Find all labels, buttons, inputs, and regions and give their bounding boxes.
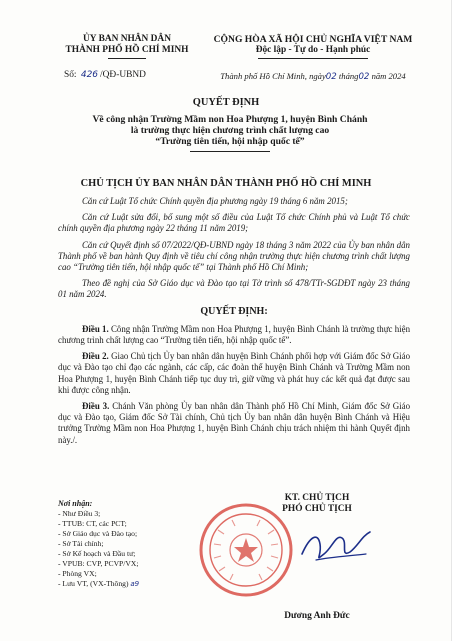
article-text: Giao Chủ tịch Ủy ban nhân dân huyện Bình Chánh phối hợp với Giám đốc Sở Giáo dục và Đào tạo chỉ đạo các ngành, các cấp, các đoàn thể huyện Bình Chánh và Trường Mầm non Hoa Phượng 1, huyện Bình Chánh tiếp tục duy trì, giữ vững và phát huy các kết quả đạt được sau khi được công nhận. [58,351,411,395]
place-and-date [206,71,420,82]
article-label: Điều 1. [82,323,109,334]
subject-divider [190,151,270,152]
article-label: Điều 2. [82,351,109,362]
national-heading [206,34,420,59]
basis-paragraph: Theo đề nghị của Sở Giáo dục và Đào tạo tại Tờ trình số 478/TTr-SGDĐT ngày 23 tháng 01 năm 2024. [58,278,410,300]
article-1 [58,324,410,346]
issuing-agency [52,34,202,59]
article-text: Công nhận Trường Mầm non Hoa Phượng 1, huyện Bình Chánh là trường thực hiện chương trình chất lượng cao “Trường tiên tiến, hội nhập quốc tế”. [58,323,411,346]
document-body [58,196,410,451]
basis-paragraph: Căn cứ Luật sửa đổi, bổ sung một số điều của Luật Tổ chức Chính phủ và Luật Tổ chức chính quyền địa phương ngày 22 tháng 11 năm 2019; [58,212,410,234]
document-number [64,70,146,80]
subject-line-1: Về công nhận Trường Mầm non Hoa Phượng 1, huyện Bình Chánh [92,114,368,125]
date-month: 02 [358,72,370,82]
recipient-archive: - Lưu VT, (VX-Thông) [58,579,129,588]
doc-number-prefix: Số: [64,70,77,80]
recipient-item: - Sở Tài chính; [58,539,104,548]
document-subject [80,114,380,147]
nation-name: CỘNG HÒA XÃ HỘI CHỦ NGHĨA VIỆT NAM [213,34,413,45]
subject-line-3: “Trường tiên tiến, hội nhập quốc tế” [155,136,305,147]
national-motto: Độc lập - Tự do - Hạnh phúc [255,45,371,55]
signer-name: Dương Anh Đức [284,611,350,621]
recipient-item: - VPUB: CVP, PCVP/VX; [58,559,139,568]
article-label: Điều 3. [82,401,110,412]
document-title: QUYẾT ĐỊNH [192,97,260,108]
decides-heading: QUYẾT ĐỊNH: [200,305,268,317]
place-date-part-1: Thành phố Hồ Chí Minh, ngày [220,71,326,81]
recipient-item: - TTUB: CT, các PCT; [58,519,127,528]
legal-bases [58,196,410,301]
sign-line-1: KT. CHỦ TỊCH [284,493,350,503]
recipient-item: - Như Điều 3; [58,509,101,518]
motto-underline [258,58,368,59]
agency-underline [108,58,146,59]
date-day: 02 [325,72,337,82]
handwritten-initial: a9 [130,580,140,588]
signature-authority [242,493,392,515]
issuing-authority: CHỦ TỊCH ỦY BAN NHÂN DÂN THÀNH PHỐ HỒ CHÍ MINH [80,178,372,189]
basis-paragraph: Căn cứ Quyết định số 07/2022/QĐ-UBND ngày 18 tháng 3 năm 2022 của Ủy ban nhân dân Thành phố về ban hành Quy định về tiêu chí công nhận trường thực hiện chương trình chất lượng cao “Trường tiên tiến, hội nhập quốc tế” tại Thành phố Hồ Chí Minh; [58,239,410,273]
doc-number-suffix: /QĐ-UBND [100,70,146,80]
place-date-part-2: tháng [338,71,359,81]
doc-number-handwritten: 426 [80,70,99,80]
subject-line-2: là trường thực hiện chương trình chất lượng cao [130,125,330,136]
recipient-item: - Sở Kế hoạch và Đầu tư; [58,549,136,558]
article-3 [58,401,410,446]
basis-paragraph: Căn cứ Luật Tổ chức Chính quyền địa phương ngày 19 tháng 6 năm 2015; [82,196,348,206]
article-2 [58,351,410,396]
handwritten-signature [296,524,374,568]
place-date-part-3: năm 2024 [371,71,406,81]
red-seal-stamp [196,500,296,600]
recipient-item: - Sở Giáo dục và Đào tạo; [58,529,138,538]
agency-line-2: THÀNH PHỐ HỒ CHÍ MINH [65,45,189,55]
sign-line-2: PHÓ CHỦ TỊCH [282,504,352,514]
article-text: Chánh Văn phòng Ủy ban nhân dân Thành phố Hồ Chí Minh, Giám đốc Sở Giáo dục và Đào tạo, Giám đốc Sở Tài chính, Chủ tịch Ủy ban nhân dân huyện Bình Chánh và Hiệu trưởng Trường Mầm non Hoa Phượng 1, huyện Bình Chánh chịu trách nhiệm thi hành Quyết định này./. [58,401,411,445]
recipients-heading: Nơi nhận: [58,499,93,508]
recipient-item: - Phòng VX; [58,569,97,578]
articles [58,324,410,446]
agency-line-1: ỦY BAN NHÂN DÂN [83,34,171,44]
